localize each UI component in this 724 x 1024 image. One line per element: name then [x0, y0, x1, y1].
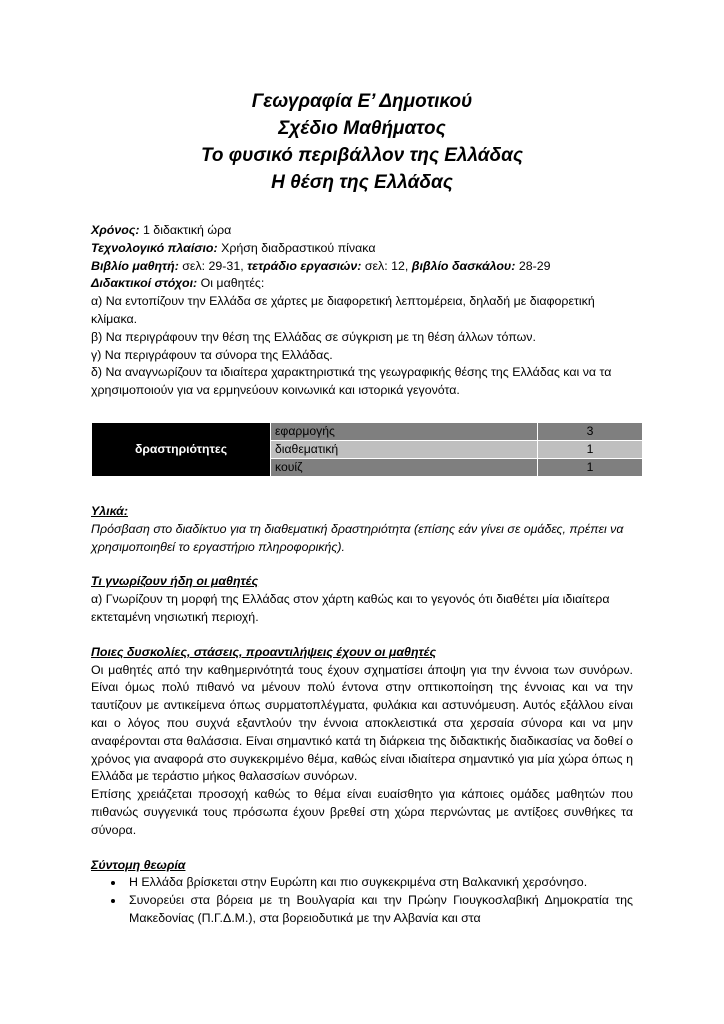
info-block: [91, 222, 633, 400]
time-value: 1 διδακτική ώρα: [139, 223, 232, 237]
activities-header: δραστηριότητες: [92, 422, 271, 476]
activity-name: κουίζ: [271, 458, 538, 476]
prior-knowledge-text: α) Γνωρίζουν τη μορφή της Ελλάδας στον χάρτη καθώς και το γεγονός ότι διαθέτει μία ιδιαίτερα εκτεταμένη νησιωτική περιοχή.: [91, 592, 610, 624]
book-label: Βιβλίο μαθητή:: [91, 258, 179, 273]
info-goals: [91, 275, 633, 293]
workbook-label: τετράδιο εργασιών:: [247, 258, 362, 273]
tech-value: Χρήση διαδραστικού πίνακα: [217, 240, 376, 255]
teacher-book-label: βιβλίο δασκάλου:: [411, 258, 516, 273]
materials-text: Πρόσβαση στο διαδίκτυο για τη διαθεματική δραστηριότητα (επίσης εάν γίνει σε ομάδες, πρέπει να χρησιμοποιηθεί το εργαστήριο πληροφορικής).: [91, 521, 624, 554]
goal-item: δ) Να αναγνωρίζουν τα ιδιαίτερα χαρακτηριστικά της γεωγραφικής θέσης της Ελλάδας και να τα χρησιμοποιούν για να ερμηνεύουν κοινωνικά και ιστορικά γεγονότα.: [91, 365, 612, 398]
teacher-book-value: 28-29: [515, 258, 551, 273]
goal-item: β) Να περιγράφουν την θέση της Ελλάδας σε σύγκριση με τη θέση άλλων τόπων.: [91, 329, 536, 344]
activity-name: διαθεματική: [271, 440, 538, 458]
title-lesson: Η θέση της Ελλάδας: [271, 172, 453, 193]
goals-value: Οι μαθητές:: [197, 276, 265, 291]
activity-count: 1: [538, 458, 643, 476]
theory-list: [91, 874, 633, 927]
activity-name: εφαρμογής: [271, 422, 538, 440]
table-row: [92, 422, 643, 440]
goals-label: Διδακτικοί στόχοι:: [91, 276, 198, 291]
list-item: • Συνορεύει στα βόρεια με τη Βουλγαρία και την Πρώην Γιουγκοσλαβική Δημοκρατία της Μακεδονίας (Π.Γ.Δ.Μ.), στα βορειοδυτικά με την Αλβανία και στα: [125, 892, 633, 928]
info-tech: [91, 240, 633, 258]
info-time: [91, 222, 633, 240]
difficulties-paragraph: Οι μαθητές από την καθημερινότητά τους έχουν σχηματίσει άποψη για την έννοια των συνόρων. Είναι όμως πολύ πιθανό να μένουν πολύ έντονα στην οπτικοποίηση της έννοιας και να την ταυτίζουν με αντικείμενα όπως συρματοπλέγματα, φυλάκια και αστυνόμευση. Αυτός εξάλλου είναι και ο λόγος που συχνά εξαντλούν την έννοια αποκλειστικά στα χερσαία σύνορα και να μην αναφέρονται στα θαλάσσια. Είναι σημαντικό κατά τη διάρκεια της διδακτικής διαδικασίας να δοθεί ο χρόνος για αναφορά στο συγκεκριμένο θέμα, καθώς είναι ιδιαίτερα σημαντικό για μία χώρα όπως η Ελλάδα με τεράστιο μήκος θαλασσίων συνόρων.: [91, 662, 633, 784]
difficulties-heading: Ποιες δυσκολίες, στάσεις, προαντιλήψεις έχουν οι μαθητές: [91, 644, 437, 659]
book-value: σελ: 29-31,: [178, 258, 248, 273]
goal-item: γ) Να περιγράφουν τα σύνορα της Ελλάδας.: [91, 347, 333, 362]
activity-count: 1: [538, 440, 643, 458]
goal-item: α) Να εντοπίζουν την Ελλάδα σε χάρτες με διαφορετική λεπτομέρεια, δηλαδή με διαφορετική κλίμακα.: [91, 294, 595, 326]
materials-heading: Υλικά:: [91, 503, 128, 518]
title-unit: Το φυσικό περιβάλλον της Ελλάδας: [200, 145, 524, 166]
info-books: [91, 258, 633, 276]
activity-count: 3: [538, 422, 643, 440]
title-plan: Σχέδιο Μαθήματος: [278, 118, 446, 139]
tech-label: Τεχνολογικό πλαίσιο:: [91, 240, 218, 255]
title-block: [91, 88, 633, 196]
prior-knowledge-heading: Τι γνωρίζουν ήδη οι μαθητές: [91, 574, 259, 589]
theory-heading: Σύντομη θεωρία: [91, 857, 186, 872]
activities-table: [91, 422, 643, 477]
workbook-value: σελ: 12,: [361, 258, 412, 273]
time-label: Χρόνος:: [91, 223, 140, 237]
title-subject: Γεωγραφία Ε’ Δημοτικού: [251, 91, 473, 112]
difficulties-paragraph: Επίσης χρειάζεται προσοχή καθώς το θέμα είναι ευαίσθητο για κάποιες ομάδες μαθητών που πιθανώς συγγενικά τους πρόσωπα έχουν βρεθεί στη χώρα περνώντας με αντίξοες συνθήκες τα σύνορα.: [91, 787, 633, 837]
list-item: • Η Ελλάδα βρίσκεται στην Ευρώπη και πιο συγκεκριμένα στη Βαλκανική χερσόνησο.: [125, 874, 633, 892]
